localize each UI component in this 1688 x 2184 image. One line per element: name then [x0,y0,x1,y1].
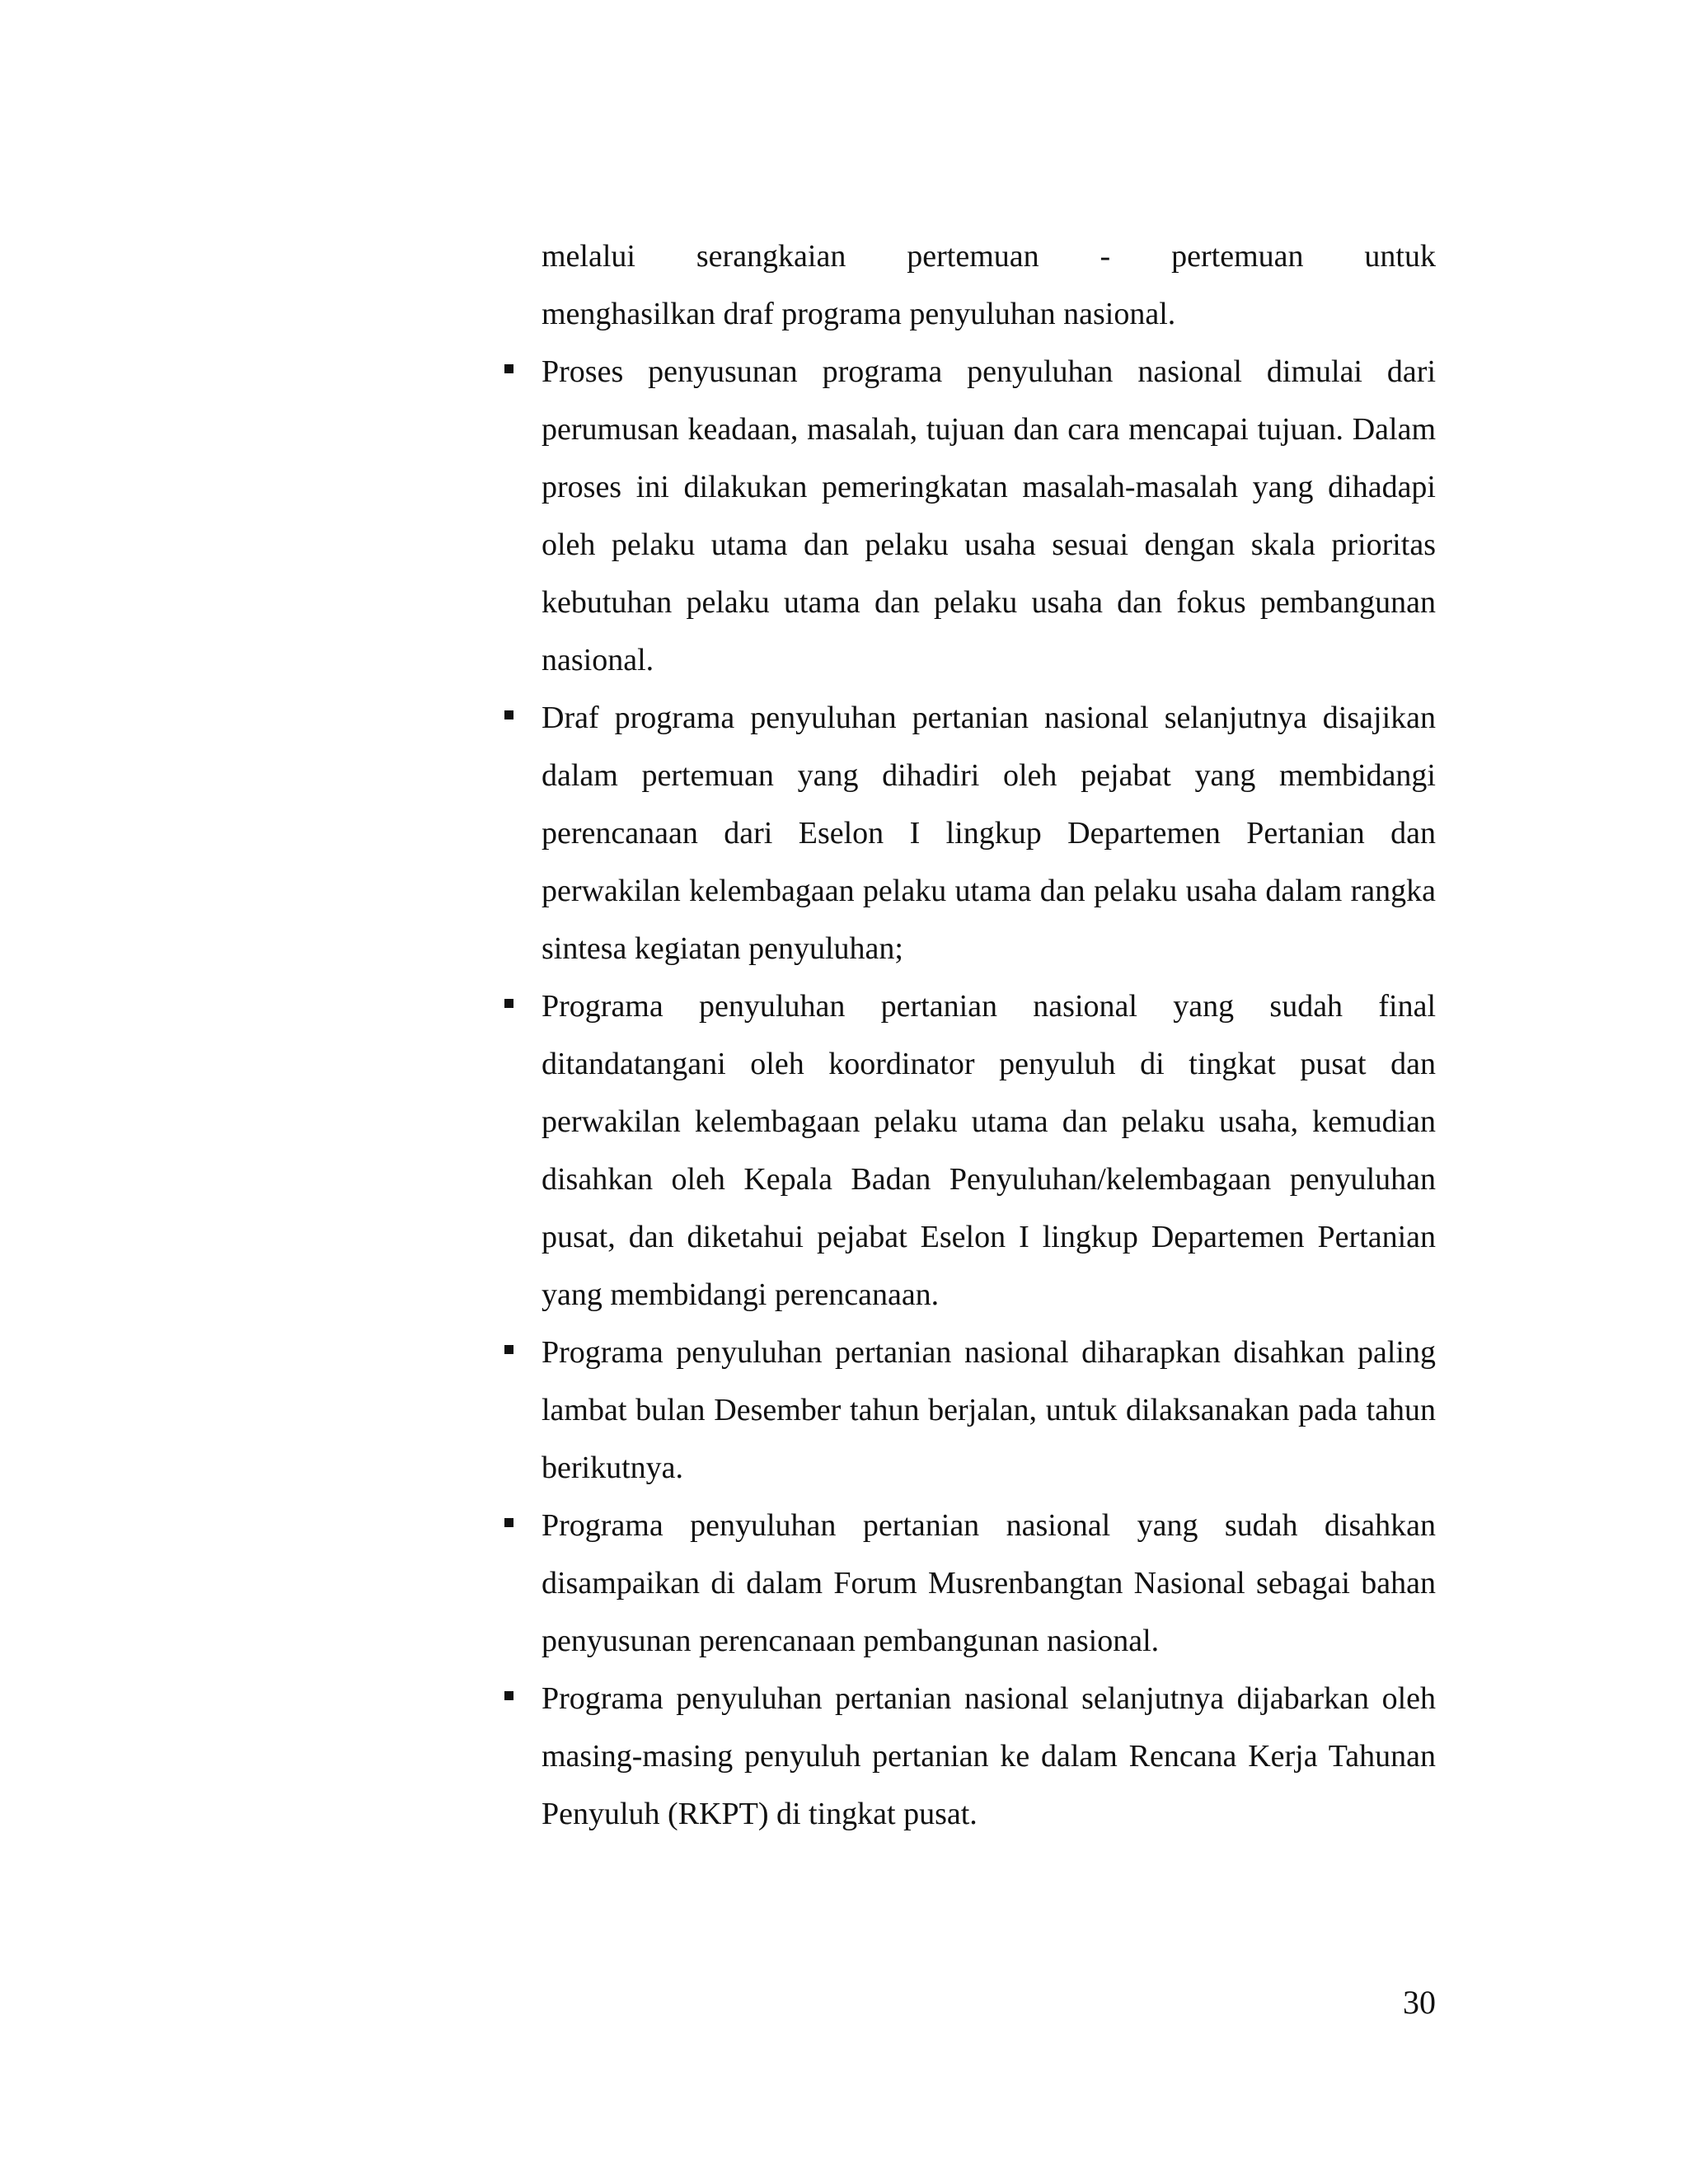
square-bullet-icon [504,1518,513,1527]
list-item [504,343,1436,689]
list-item-text: Programa penyuluhan pertanian nasional selanjutnya dijabarkan oleh masing-masing penyuluh pertanian ke dalam Rencana Kerja Tahunan Penyuluh (RKPT) di tingkat pusat. [542,1681,1436,1831]
list-item-text: Programa penyuluhan pertanian nasional diharapkan disahkan paling lambat bulan Desember tahun berjalan, untuk dilaksanakan pada tahun berikutnya. [542,1335,1436,1485]
list-item-text: Programa penyuluhan pertanian nasional yang sudah final ditandatangani oleh koordinator penyuluh di tingkat pusat dan perwakilan kelembagaan pelaku utama dan pelaku usaha, kemudian disahkan oleh Kepala Badan Penyuluhan/kelembagaan penyuluhan pusat, dan diketahui pejabat Eselon I lingkup Departemen Pertanian yang membidangi perencanaan. [542,989,1436,1312]
square-bullet-icon [504,999,513,1008]
list-item [504,1670,1436,1843]
list-item-text: Draf programa penyuluhan pertanian nasional selanjutnya disajikan dalam pertemuan yang dihadiri oleh pejabat yang membidangi perencanaan dari Eselon I lingkup Departemen Pertanian dan perwakilan kelembagaan pelaku utama dan pelaku usaha dalam rangka sintesa kegiatan penyuluhan; [542,701,1436,966]
continuation-line-1: melalui serangkaian pertemuan - pertemuan untuk [542,239,1436,274]
list-item [504,977,1436,1324]
continuation-paragraph [504,227,1436,343]
square-bullet-icon [504,1691,513,1700]
square-bullet-icon [504,710,513,719]
list-item [504,689,1436,977]
list-item-text: Programa penyuluhan pertanian nasional yang sudah disahkan disampaikan di dalam Forum Musrenbangtan Nasional sebagai bahan penyusunan perencanaan pembangunan nasional. [542,1508,1436,1658]
continuation-line-2: menghasilkan draf programa penyuluhan nasional. [542,297,1176,331]
bullet-list [504,343,1436,1843]
list-item [504,1324,1436,1497]
square-bullet-icon [504,1345,513,1354]
square-bullet-icon [504,364,513,373]
list-item-text: Proses penyusunan programa penyuluhan nasional dimulai dari perumusan keadaan, masalah, tujuan dan cara mencapai tujuan. Dalam proses ini dilakukan pemeringkatan masalah-masalah yang dihadapi oleh pelaku utama dan pelaku usaha sesuai dengan skala prioritas kebutuhan pelaku utama dan pelaku usaha dan fokus pembangunan nasional. [542,354,1436,677]
page-body [504,227,1436,1843]
page-number: 30 [1403,1984,1436,2021]
list-item [504,1497,1436,1670]
